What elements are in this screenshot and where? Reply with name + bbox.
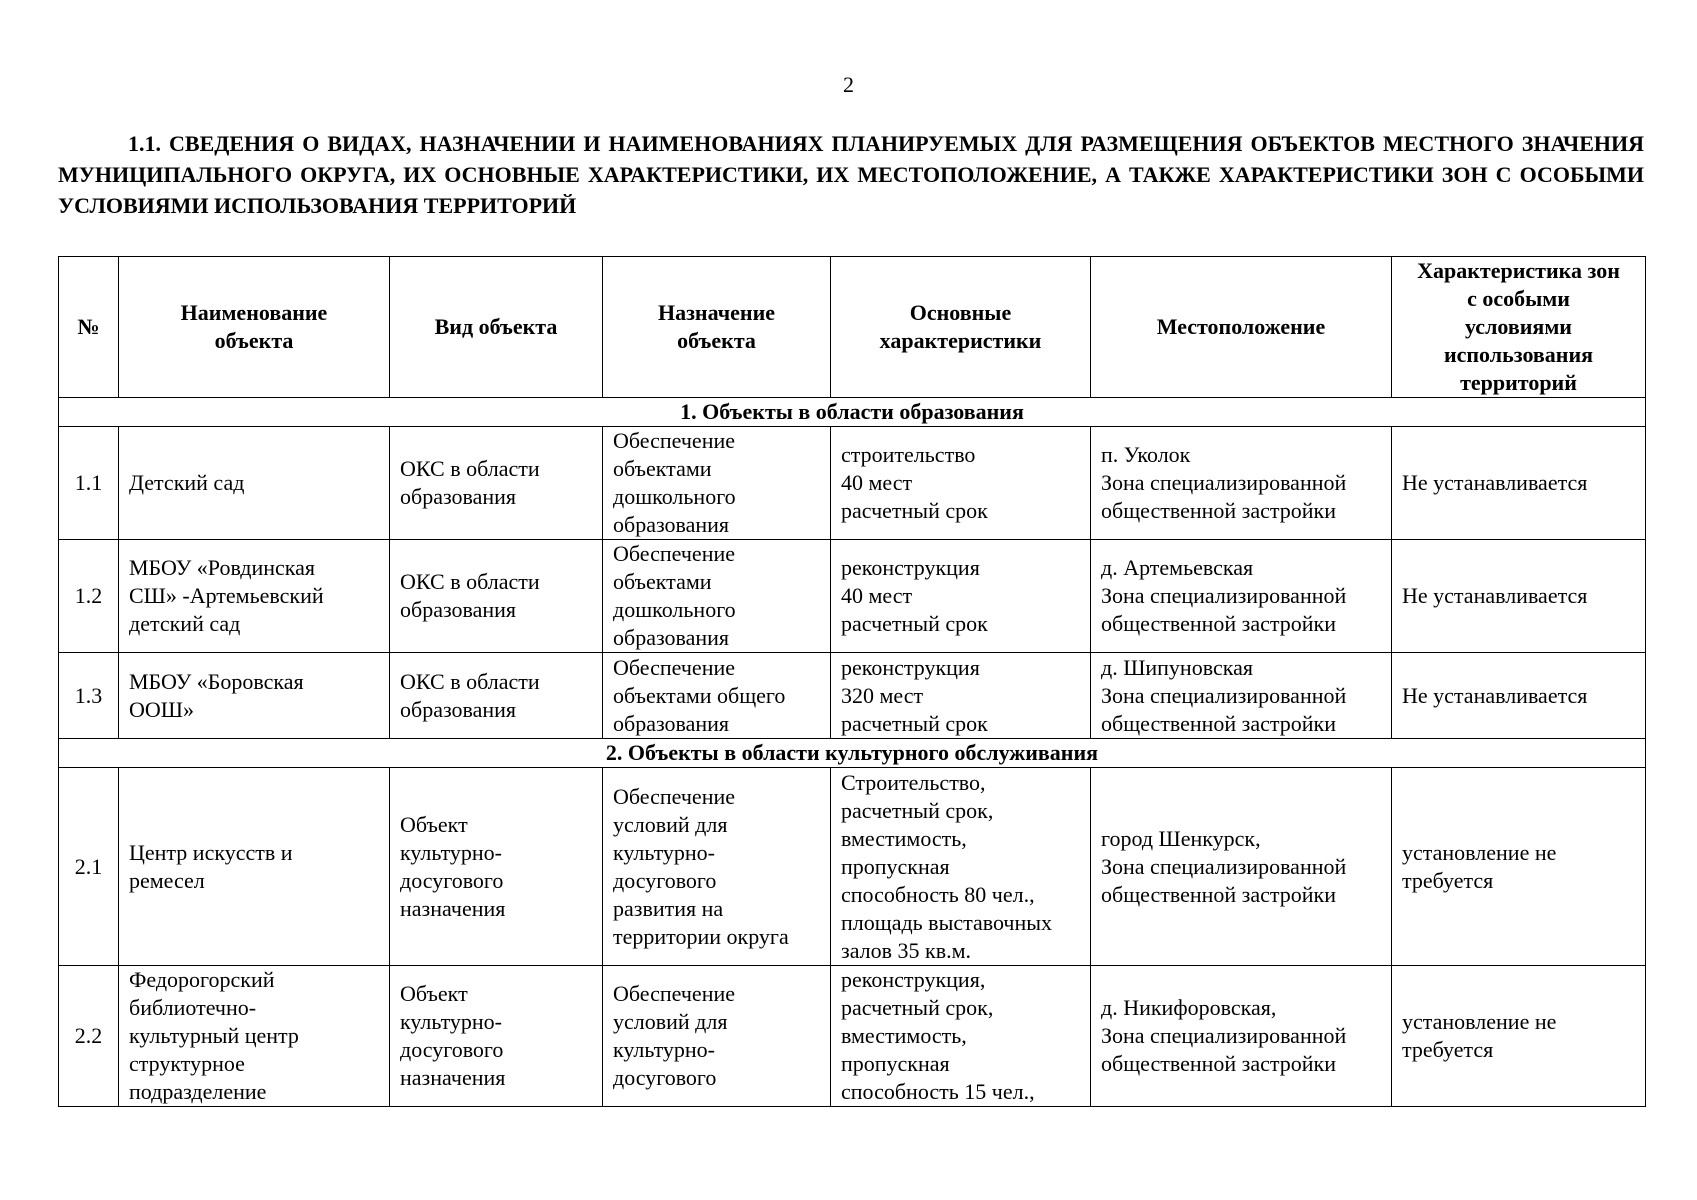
cell-line: Обеспечение xyxy=(613,783,735,809)
row-specs xyxy=(831,653,1091,739)
row-specs xyxy=(831,966,1091,1107)
cell-line: Обеспечение xyxy=(613,541,735,566)
cell-line: пропускная xyxy=(841,853,950,879)
cell-line: условиями xyxy=(1464,314,1572,339)
cell-line: площадь выставочных xyxy=(841,909,1053,935)
page-number: 2 xyxy=(843,72,854,97)
cell-line: Обеспечение xyxy=(613,981,735,1006)
cell-line: объектами xyxy=(613,456,712,481)
row-purpose xyxy=(603,540,831,653)
row-location xyxy=(1091,540,1392,653)
row-location xyxy=(1091,966,1392,1107)
row-type xyxy=(390,540,603,653)
cell-line: образования xyxy=(613,512,730,537)
cell-line: Зона специализированной xyxy=(1101,470,1347,495)
cell-line: общественной застройки xyxy=(1101,611,1337,636)
cell-line: общественной застройки xyxy=(1101,498,1337,523)
cell-line: образования xyxy=(400,484,517,509)
cell-line: установление не xyxy=(1402,839,1557,865)
row-purpose xyxy=(603,768,831,966)
header-num: № xyxy=(59,257,119,398)
cell-line: Зона специализированной xyxy=(1101,853,1347,879)
objects-table xyxy=(58,256,1646,1107)
cell-line: досугового xyxy=(613,867,717,893)
cell-line: детский сад xyxy=(129,611,241,636)
cell-line: объектами xyxy=(613,569,712,594)
header-purpose xyxy=(603,257,831,398)
row-zones xyxy=(1392,966,1646,1107)
cell-line: Обеспечение xyxy=(613,654,735,680)
cell-line: досугового xyxy=(613,1065,717,1090)
cell-line: образования xyxy=(613,710,730,736)
cell-line: способность 80 чел., xyxy=(841,881,1035,907)
table-row xyxy=(59,966,1646,1107)
cell-line: д. Никифоровская, xyxy=(1101,995,1277,1020)
cell-line: дошкольного xyxy=(613,597,736,622)
cell-line: Федорогорский xyxy=(129,967,275,992)
cell-line: характеристики xyxy=(879,328,1042,353)
cell-line: Объект xyxy=(400,981,468,1006)
row-purpose xyxy=(603,427,831,540)
cell-line: образования xyxy=(400,597,517,622)
table-row xyxy=(59,768,1646,966)
cell-line: МБОУ «Ровдинская xyxy=(129,555,316,580)
cell-line: СШ» -Артемьевский xyxy=(129,583,324,608)
cell-line: Не устанавливается xyxy=(1402,682,1588,708)
cell-line: развития на xyxy=(613,895,724,921)
row-name xyxy=(119,768,390,966)
cell-line: Зона специализированной xyxy=(1101,1023,1347,1048)
row-zones xyxy=(1392,653,1646,739)
row-specs xyxy=(831,540,1091,653)
cell-line: культурно- xyxy=(400,839,503,865)
cell-line: расчетный срок xyxy=(841,611,988,636)
cell-line: ОКС в области xyxy=(400,456,540,481)
row-location xyxy=(1091,653,1392,739)
section-row-education xyxy=(59,398,1646,427)
cell-line: ОКС в области xyxy=(400,668,540,694)
row-num: 1.2 xyxy=(59,540,119,653)
cell-line: с особыми xyxy=(1467,286,1570,311)
table-row xyxy=(59,653,1646,739)
cell-line: Характеристика зон xyxy=(1417,258,1620,283)
cell-line: установление не xyxy=(1402,1009,1557,1034)
cell-line: реконструкция xyxy=(841,654,980,680)
cell-line: Назначение xyxy=(657,300,776,325)
cell-line: пропускная xyxy=(841,1051,950,1076)
row-name xyxy=(119,653,390,739)
cell-line: вместимость, xyxy=(841,1023,967,1048)
cell-line: досугового xyxy=(400,1037,504,1062)
cell-line: библиотечно- xyxy=(129,995,257,1020)
row-name xyxy=(119,540,390,653)
cell-line: Не устанавливается xyxy=(1402,583,1588,608)
cell-line: культурно- xyxy=(613,839,716,865)
section-heading: 1.1. СВЕДЕНИЯ О ВИДАХ, НАЗНАЧЕНИИ И НАИМЕНОВАНИЯХ ПЛАНИРУЕМЫХ ДЛЯ РАЗМЕЩЕНИЯ ОБЪЕКТОВ МЕСТНОГО ЗНАЧЕНИЯ МУНИЦИПАЛЬНОГО ОКРУГА, ИХ ОСНОВНЫЕ ХАРАКТЕРИСТИКИ, ИХ МЕСТОПОЛОЖЕНИЕ, А ТАКЖЕ ХАРАКТЕРИСТИКИ ЗОН С ОСОБЫМИ УСЛОВИЯМИ ИСПОЛЬЗОВАНИЯ ТЕРРИТОРИЙ xyxy=(58,131,1644,218)
cell-line: культурно- xyxy=(400,1009,503,1034)
cell-line: Объект xyxy=(400,811,468,837)
cell-line: д. Артемьевская xyxy=(1101,555,1254,580)
row-location xyxy=(1091,768,1392,966)
cell-line: залов 35 кв.м. xyxy=(841,937,972,963)
row-zones xyxy=(1392,768,1646,966)
header-type: Вид объекта xyxy=(390,257,603,398)
cell-line: структурное xyxy=(129,1051,245,1076)
cell-line: ООШ» xyxy=(129,696,194,722)
cell-line: условий для xyxy=(613,811,728,837)
cell-line: Детский сад xyxy=(129,470,245,495)
row-zones xyxy=(1392,540,1646,653)
cell-line: город Шенкурск, xyxy=(1101,825,1261,851)
cell-line: реконструкция, xyxy=(841,967,986,992)
cell-line: Обеспечение xyxy=(613,428,735,453)
cell-line: Не устанавливается xyxy=(1402,470,1588,495)
cell-line: подразделение xyxy=(129,1079,267,1104)
cell-line: досугового xyxy=(400,867,504,893)
cell-line: объектами общего xyxy=(613,682,786,708)
cell-line: расчетный срок xyxy=(841,710,988,736)
header-name xyxy=(119,257,390,398)
cell-line: способность 15 чел., xyxy=(841,1079,1035,1104)
row-specs xyxy=(831,768,1091,966)
cell-line: общественной застройки xyxy=(1101,881,1337,907)
row-num: 2.2 xyxy=(59,966,119,1107)
cell-line: общественной застройки xyxy=(1101,710,1337,736)
row-purpose xyxy=(603,966,831,1107)
header-specs xyxy=(831,257,1091,398)
row-name xyxy=(119,966,390,1107)
cell-line: объекта xyxy=(214,328,294,353)
header-zones xyxy=(1392,257,1646,398)
row-type xyxy=(390,768,603,966)
cell-line: расчетный срок, xyxy=(841,797,994,823)
cell-line: требуется xyxy=(1402,1037,1494,1062)
cell-line: использования xyxy=(1443,342,1594,367)
cell-line: культурный центр xyxy=(129,1023,299,1048)
row-num: 1.1 xyxy=(59,427,119,540)
cell-line: Строительство, xyxy=(841,769,986,795)
cell-line: 40 мест xyxy=(841,583,913,608)
cell-line: образования xyxy=(400,696,517,722)
cell-line: условий для xyxy=(613,1009,728,1034)
row-type xyxy=(390,966,603,1107)
cell-line: Центр искусств и xyxy=(129,839,293,865)
table-row xyxy=(59,427,1646,540)
cell-line: д. Шипуновская xyxy=(1101,654,1253,680)
row-num: 2.1 xyxy=(59,768,119,966)
cell-line: назначения xyxy=(400,895,506,921)
cell-line: МБОУ «Боровская xyxy=(129,668,304,694)
cell-line: территории округа xyxy=(613,923,789,949)
row-zones xyxy=(1392,427,1646,540)
cell-line: ОКС в области xyxy=(400,569,540,594)
table-row xyxy=(59,540,1646,653)
cell-line: объекта xyxy=(677,328,756,353)
cell-line: п. Уколок xyxy=(1101,442,1191,467)
row-specs xyxy=(831,427,1091,540)
section-row-culture xyxy=(59,739,1646,768)
cell-line: территорий xyxy=(1460,370,1577,395)
row-type xyxy=(390,427,603,540)
cell-line: Наименование xyxy=(180,300,328,325)
section-title: 2. Объекты в области культурного обслуживания xyxy=(59,739,1646,768)
row-num: 1.3 xyxy=(59,653,119,739)
header-location: Местоположение xyxy=(1091,257,1392,398)
cell-line: культурно- xyxy=(613,1037,716,1062)
cell-line: расчетный срок, xyxy=(841,995,994,1020)
cell-line: Зона специализированной xyxy=(1101,583,1347,608)
cell-line: вместимость, xyxy=(841,825,967,851)
row-location xyxy=(1091,427,1392,540)
cell-line: 40 мест xyxy=(841,470,913,495)
cell-line: образования xyxy=(613,625,730,650)
cell-line: общественной застройки xyxy=(1101,1051,1337,1076)
cell-line: назначения xyxy=(400,1065,506,1090)
row-name xyxy=(119,427,390,540)
cell-line: дошкольного xyxy=(613,484,736,509)
cell-line: Зона специализированной xyxy=(1101,682,1347,708)
cell-line: строительство xyxy=(841,442,976,467)
cell-line: требуется xyxy=(1402,867,1494,893)
section-title: 1. Объекты в области образования xyxy=(59,398,1646,427)
cell-line: реконструкция xyxy=(841,555,980,580)
cell-line: ремесел xyxy=(129,867,205,893)
table-header-row xyxy=(59,257,1646,398)
cell-line: расчетный срок xyxy=(841,498,988,523)
row-type xyxy=(390,653,603,739)
cell-line: Основные xyxy=(909,300,1012,325)
cell-line: 320 мест xyxy=(841,682,924,708)
row-purpose xyxy=(603,653,831,739)
